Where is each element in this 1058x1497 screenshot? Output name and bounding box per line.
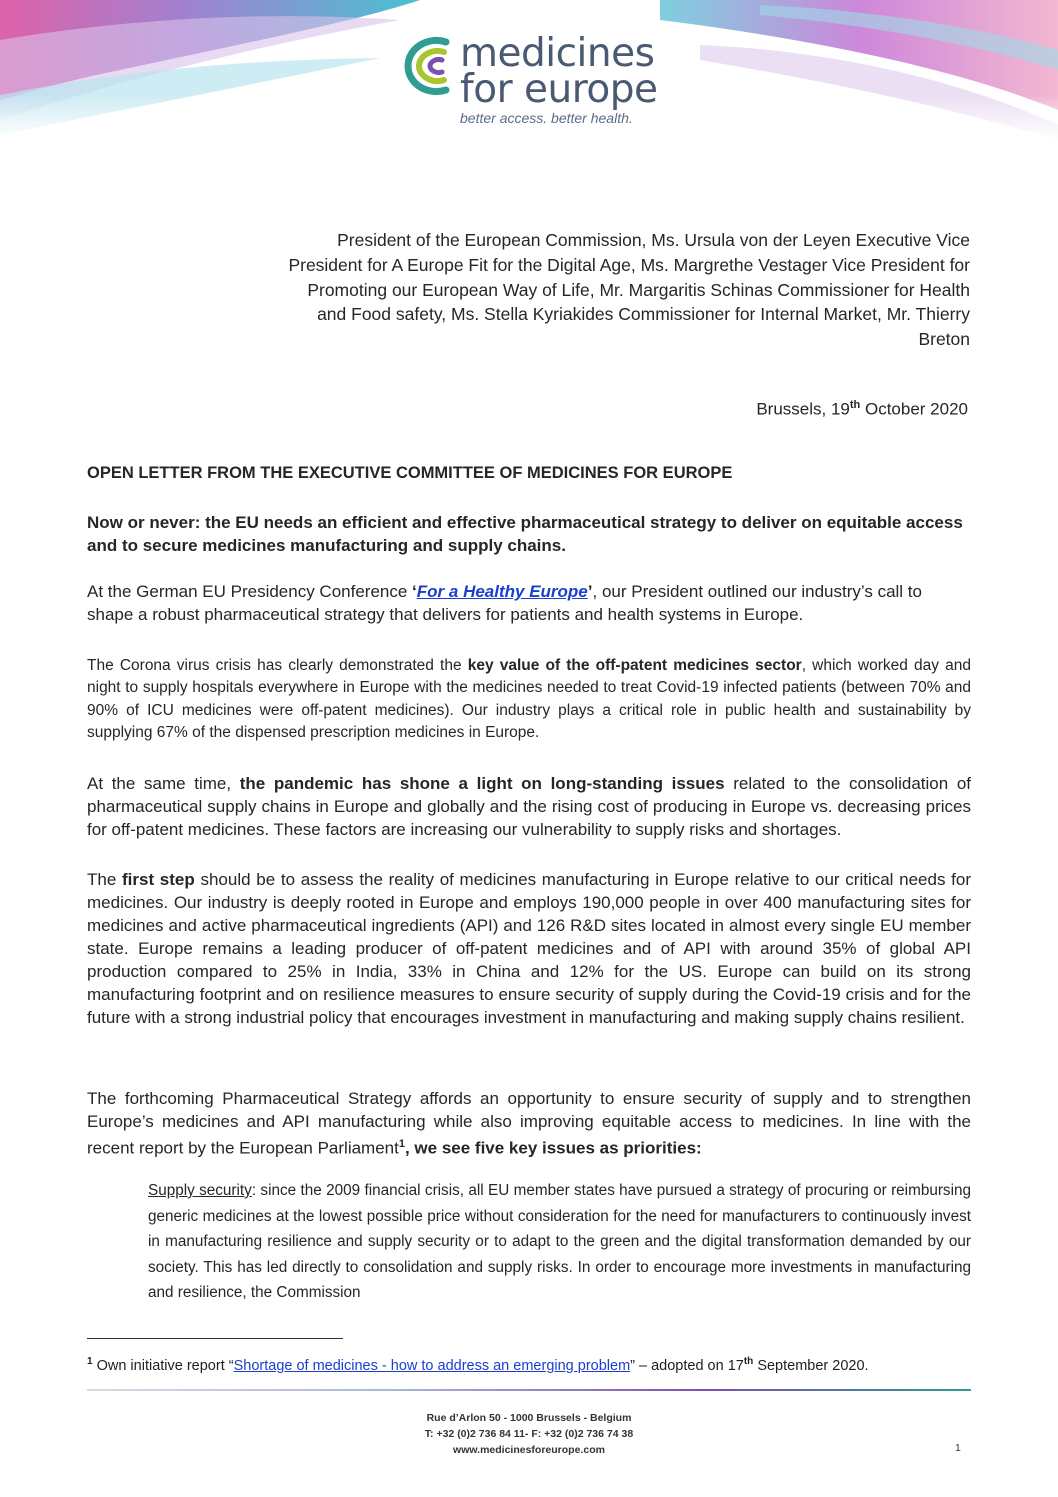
footnote-1 [87, 1352, 987, 1376]
para5-text-a: The forthcoming Pharmaceutical Strategy affords an opportunity to ensure security of supply and to strengthen Europe’s medicines and API manufacturing while also improving equitable access to medicines. In line with the recent report by the European Parliament [87, 1089, 971, 1158]
para6-text-b: : since the 2009 financial crisis, all EU member states have pursued a strategy of procuring or reimbursing generic medicines at the lowest possible price without consideration for the need for manufacturers to continuously invest in manufacturing resilience and supply security or to adapt to the green and the digital transformation demanded by our society. This has led directly to consolidation and supply risks. In order to encourage more investments in manufacturing and resilience, the Commission [148, 1182, 971, 1301]
para2-bold: key value of the off-patent medicines sector [467, 657, 802, 674]
para2-text-b: , which worked day and night to supply hospitals everywhere in Europe with the medicines needed to treat Covid-19 infected patients (between 70% and 90% of ICU medicines were off-patent medicines). Our industry plays a critical role in public health and sustainability by supplying 67% of the dispensed prescription medicines in Europe. [87, 657, 971, 741]
para1-quote-close: ’ [587, 582, 593, 601]
paragraph-corona-crisis [87, 655, 971, 744]
shortage-of-medicines-link[interactable]: Shortage of medicines - how to address an emerging problem [233, 1357, 631, 1374]
paragraph-supply-security [148, 1178, 971, 1306]
brand-logo [402, 31, 662, 126]
para3-text-a: At the same time, [87, 774, 240, 793]
footnote-ref-1[interactable]: 1 [398, 1138, 405, 1150]
letter-headline: Now or never: the EU needs an efficient and effective pharmaceutical strategy to deliver on equitable access and to secure medicines manufacturing and supply chains. [87, 513, 963, 555]
dateline [600, 393, 968, 422]
dateline-rest: October 2020 [860, 399, 968, 419]
footer-address: Rue d’Arlon 50 - 1000 Brussels - Belgium [426, 1412, 632, 1424]
open-letter-title: OPEN LETTER FROM THE EXECUTIVE COMMITTEE OF MEDICINES FOR EUROPE [87, 464, 733, 482]
para1-quote-open: ‘ [412, 582, 417, 601]
logo-wordmark-line2: for europe [460, 67, 658, 112]
for-a-healthy-europe-link[interactable]: For a Healthy Europe [416, 582, 588, 601]
footer-contact [0, 1410, 1058, 1458]
logo-tagline: better access. better health. [460, 110, 633, 126]
para2-text-a: The Corona virus crisis has clearly demonstrated the [87, 657, 468, 674]
paragraph-conference [87, 580, 971, 626]
paragraph-pandemic-issues [87, 772, 971, 841]
logo-wordmark-line1: medicines [460, 31, 655, 76]
para5-bold: , we see five key issues as priorities [404, 1138, 697, 1158]
footnote-number: 1 [87, 1356, 93, 1367]
footnote-text-b: ” – adopted on 17 [630, 1357, 744, 1374]
supply-security-label: Supply security [148, 1182, 252, 1199]
dateline-place: Brussels, 19 [756, 399, 850, 419]
page-number: 1 [955, 1442, 961, 1454]
para1-text-a: At the German EU Presidency Conference [87, 582, 413, 601]
footnote-text-a: Own initiative report “ [92, 1357, 234, 1374]
para5-colon: : [696, 1138, 702, 1158]
footer-gradient-rule [87, 1389, 971, 1391]
para4-bold: first step [122, 870, 195, 889]
para3-bold: the pandemic has shone a light on long-standing issues [239, 774, 725, 793]
logo-mark-icon [402, 34, 456, 98]
header-banner [0, 0, 1058, 140]
footnote-text-c: September 2020. [753, 1357, 869, 1374]
paragraph-pharma-strategy [87, 1087, 971, 1160]
para4-text-a: The [87, 870, 122, 889]
footnote-ordinal: th [743, 1356, 754, 1367]
para1-text-b: , our President outlined our industry’s call to shape a robust pharmaceutical strategy that delivers for patients and health systems in Europe. [87, 582, 922, 624]
paragraph-first-step [87, 868, 971, 1029]
recipient-address: President of the European Commission, Ms. Ursula von der Leyen Executive Vice President for A Europe Fit for the Digital Age, Ms. Margrethe Vestager Vice President for Promoting our European Way of Life, Mr. Margaritis Schinas Commissioner for Health and Food safety, Ms. Stella Kyriakides Commissioner for Internal Market, Mr. Thierry Breton [288, 230, 970, 350]
footnote-separator [87, 1338, 343, 1339]
para4-text-b: should be to assess the reality of medicines manufacturing in Europe relative to our critical needs for medicines. Our industry is deeply rooted in Europe and employs 190,000 people in over 400 manufacturing sites for medicines and active pharmaceutical ingredients (API) and 126 R&D sites located in almost every single EU member state. Europe remains a leading producer of off-patent medicines and of API with around 35% of global API production compared to 25% in India, 33% in China and 12% for the US. Europe can build on its strong manufacturing footprint and on resilience measures to ensure security of supply during the Covid-19 crisis and for the future with a strong industrial policy that encourages investment in manufacturing and making supply chains resilient. [87, 870, 971, 1027]
dateline-ordinal: th [849, 399, 861, 411]
footer-phone: T: +32 (0)2 736 84 11- F: +32 (0)2 736 74 38 [424, 1428, 634, 1440]
footer-website-link[interactable]: www.medicinesforeurope.com [453, 1444, 605, 1456]
para3-text-b: related to the consolidation of pharmaceutical supply chains in Europe and globally and the rising cost of producing in Europe vs. decreasing prices for off-patent medicines. These factors are increasing our vulnerability to supply risks and shortages. [87, 774, 972, 839]
